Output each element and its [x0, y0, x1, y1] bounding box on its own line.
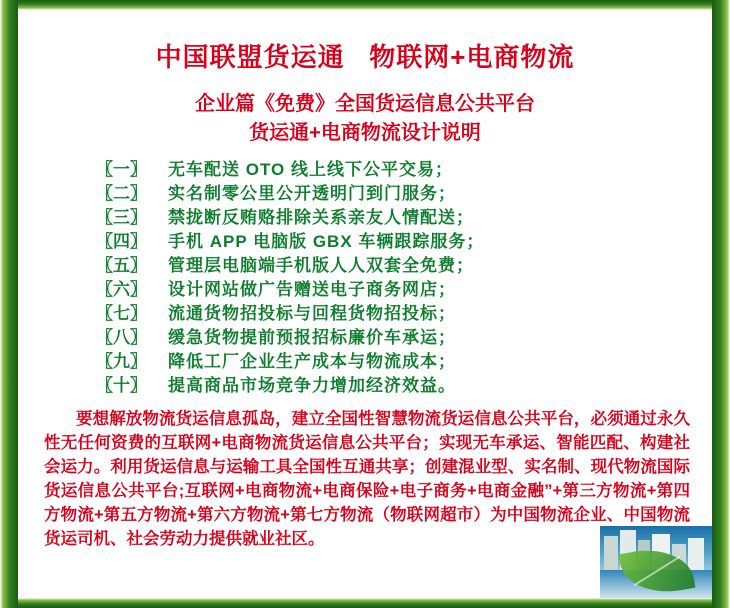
subtitle-line-1: 企业篇《免费》全国货运信息公共平台	[195, 93, 535, 116]
decorative-border-left	[0, 0, 18, 608]
page-subtitle	[18, 91, 712, 147]
list-item	[96, 209, 692, 226]
decorative-border-bottom	[0, 598, 730, 608]
list-item-number: 〖五〗	[96, 256, 147, 276]
list-item-number: 〖七〗	[96, 304, 147, 324]
list-item-number: 〖六〗	[96, 280, 147, 300]
list-item	[96, 257, 692, 274]
list-item-label: 提高商品市场竞争力增加经济效益。	[168, 376, 456, 396]
list-item-label: 缓急货物提前预报招标廉价车承运；	[168, 328, 456, 348]
list-item	[96, 185, 692, 202]
list-item	[96, 233, 692, 250]
subtitle-line-2: 货运通+电商物流设计说明	[249, 122, 481, 145]
list-item-label: 禁拢断反贿赂排除关系亲友人情配送；	[168, 208, 474, 228]
decorative-border-right	[712, 0, 730, 608]
list-item-label: 流通货物招投标与回程货物招投标；	[168, 304, 456, 324]
list-item-label: 设计网站做广告赠送电子商务网店；	[168, 280, 456, 300]
list-item-number: 〖一〗	[96, 160, 147, 180]
list-item-label: 无车配送 OTO 线上线下公平交易；	[168, 160, 453, 180]
list-item	[96, 281, 692, 298]
list-item-label: 管理层电脑端手机版人人双套全免费；	[168, 256, 474, 276]
list-item-label: 降低工厂企业生产成本与物流成本；	[168, 352, 456, 372]
list-item	[96, 377, 692, 394]
list-item	[96, 329, 692, 346]
city-skyline-leaf-image	[600, 526, 712, 598]
list-item	[96, 161, 692, 178]
list-item-number: 〖九〗	[96, 352, 147, 372]
list-item-number: 〖四〗	[96, 232, 147, 252]
feature-list	[18, 161, 712, 394]
decorative-border-top	[0, 0, 730, 10]
body-paragraph: 要想解放物流货运信息孤岛，建立全国性智慧物流货运信息公共平台，必须通过永久性无任何资费的互联网+电商物流货运信息公共平台；实现无车承运、智能匹配、构建社会运力。利用货运信息与运输工具全国性互通共享；创建混业型、实名制、现代物流国际货运信息公共平台;互联网+电商物流+电商保险+电子商务+电商金融”+第三方物流+第四方物流+第五方物流+第六方物流+第七方物流（物联网超市）为中国物流企业、中国物流货运司机、社会劳动力提供就业社区。	[44, 410, 690, 548]
page-title: 中国联盟货运通 物联网+电商物流	[155, 42, 575, 72]
list-item-number: 〖三〗	[96, 208, 147, 228]
list-item-number: 〖二〗	[96, 184, 147, 204]
photo-building	[604, 536, 618, 570]
list-item	[96, 305, 692, 322]
photo-building	[688, 538, 704, 570]
list-item-number: 〖八〗	[96, 328, 147, 348]
list-item-label: 手机 APP 电脑版 GBX 车辆跟踪服务；	[168, 232, 485, 252]
slide-content	[18, 10, 712, 598]
list-item-label: 实名制零公里公开透明门到门服务；	[168, 184, 456, 204]
list-item	[96, 353, 692, 370]
list-item-number: 〖十〗	[96, 376, 147, 396]
